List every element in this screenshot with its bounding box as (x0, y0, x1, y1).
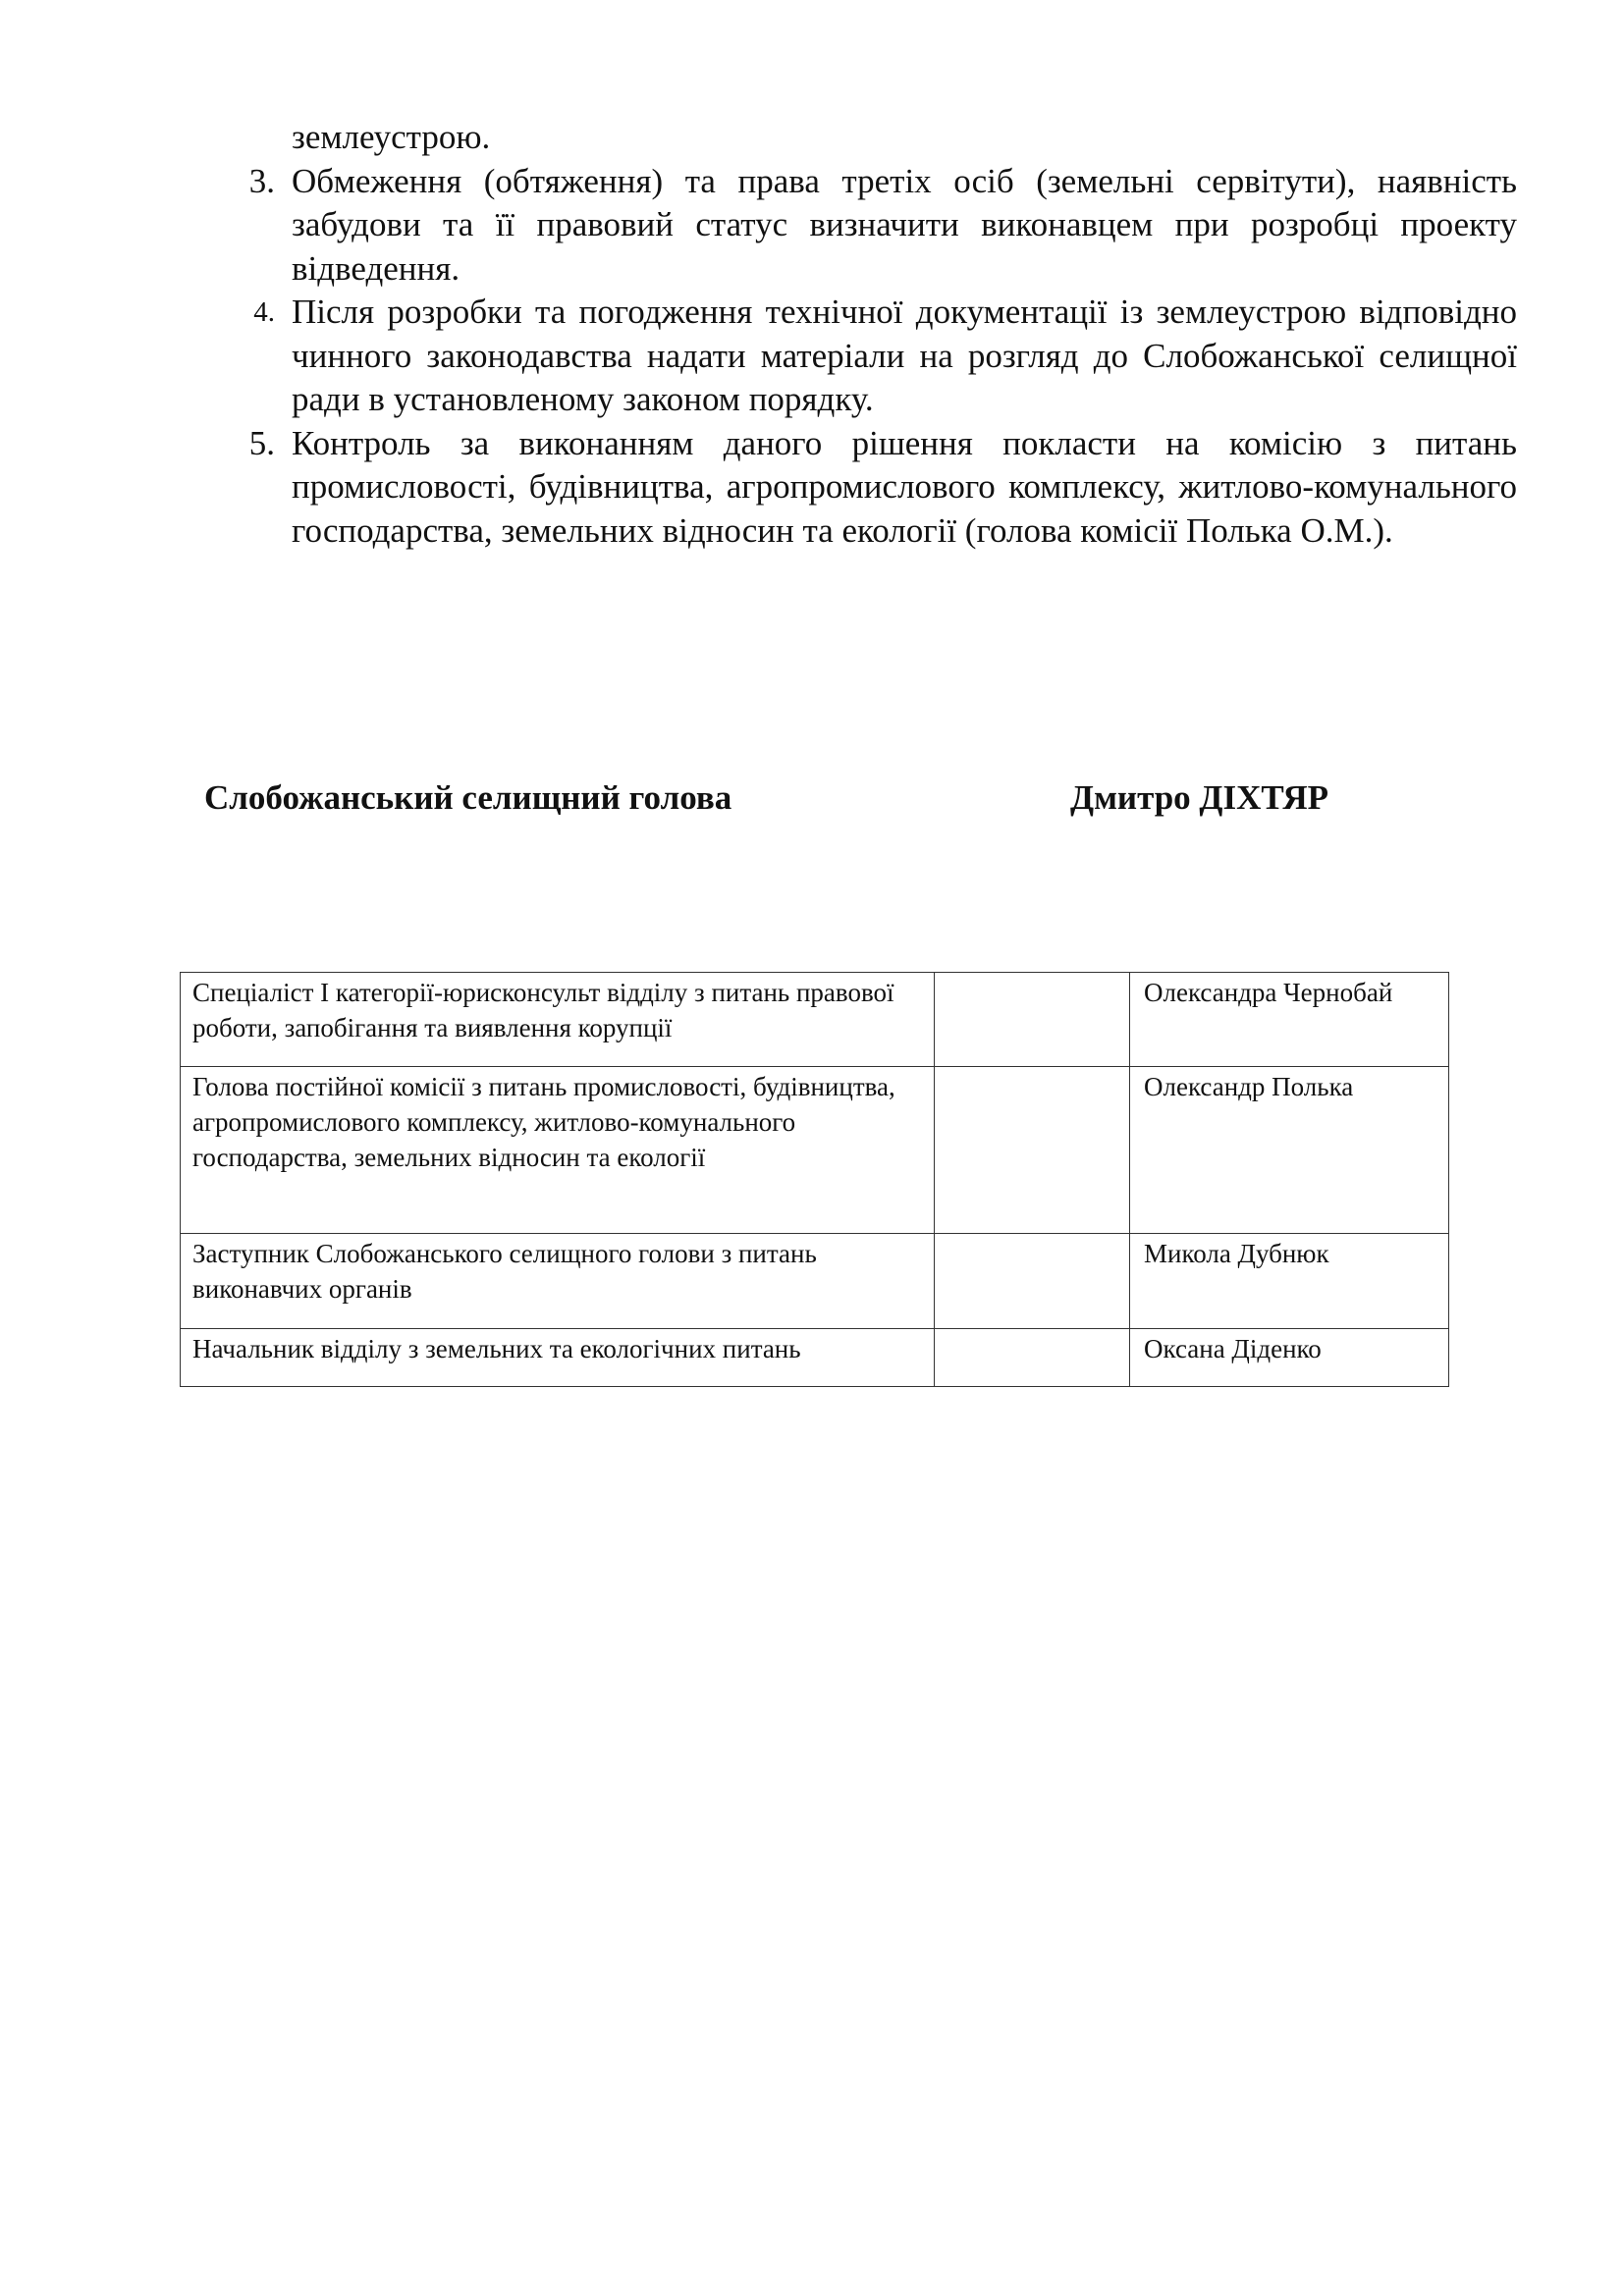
item-number: 5. (248, 423, 275, 462)
approver-position: Начальник відділу з земельних та екологічних питань (181, 1329, 935, 1387)
table-row (181, 1234, 1449, 1329)
approver-signature-cell (935, 973, 1130, 1067)
table-row (181, 973, 1449, 1067)
approver-name: Микола Дубнюк (1130, 1234, 1449, 1329)
decision-items-list (236, 116, 1517, 553)
decision-item-4 (236, 291, 1517, 422)
item-text: Контроль за виконанням даного рішення покласти на комісію з питань промисловості, будівництва, агропромислового комплексу, житлово-комунального господарства, земельних відносин та екології (голова комісії Полька О.М.). (292, 423, 1517, 550)
item-text: Після розробки та погодження технічної документації із землеустрою відповідно чинного законодавства надати матеріали на розгляд до Слобожанської селищної ради в установленому законом порядку. (292, 293, 1517, 418)
decision-item-3 (236, 160, 1517, 292)
table-row (181, 1329, 1449, 1387)
signatory-position: Слобожанський селищний голова (204, 778, 732, 817)
approvals-table (180, 972, 1449, 1387)
approver-name: Оксана Діденко (1130, 1329, 1449, 1387)
approver-signature-cell (935, 1067, 1130, 1234)
item-number: 4. (253, 296, 275, 328)
approver-signature-cell (935, 1234, 1130, 1329)
item-text: Обмеження (обтяження) та права третіх осіб (земельні сервітути), наявність забудови та її правовий статус визначити виконавцем при розробці проекту відведення. (292, 161, 1517, 288)
signatory-name: Дмитро ДІХТЯР (1070, 778, 1329, 817)
table-row (181, 1067, 1449, 1234)
item-number: 3. (248, 161, 275, 200)
approver-position: Заступник Слобожанського селищного голови з питань виконавчих органів (181, 1234, 935, 1329)
approver-name: Олександра Чернобай (1130, 973, 1449, 1067)
item-continuation: землеустрою. (292, 118, 491, 156)
approver-signature-cell (935, 1329, 1130, 1387)
decision-item-5 (236, 422, 1517, 554)
approver-position: Голова постійної комісії з питань промисловості, будівництва, агропромислового комплексу, житлово-комунального господарства, земельних відносин та екології (181, 1067, 935, 1234)
approver-position: Спеціаліст I категорії-юрисконсульт відділу з питань правової роботи, запобігання та виявлення корупції (181, 973, 935, 1067)
approver-name: Олександр Полька (1130, 1067, 1449, 1234)
